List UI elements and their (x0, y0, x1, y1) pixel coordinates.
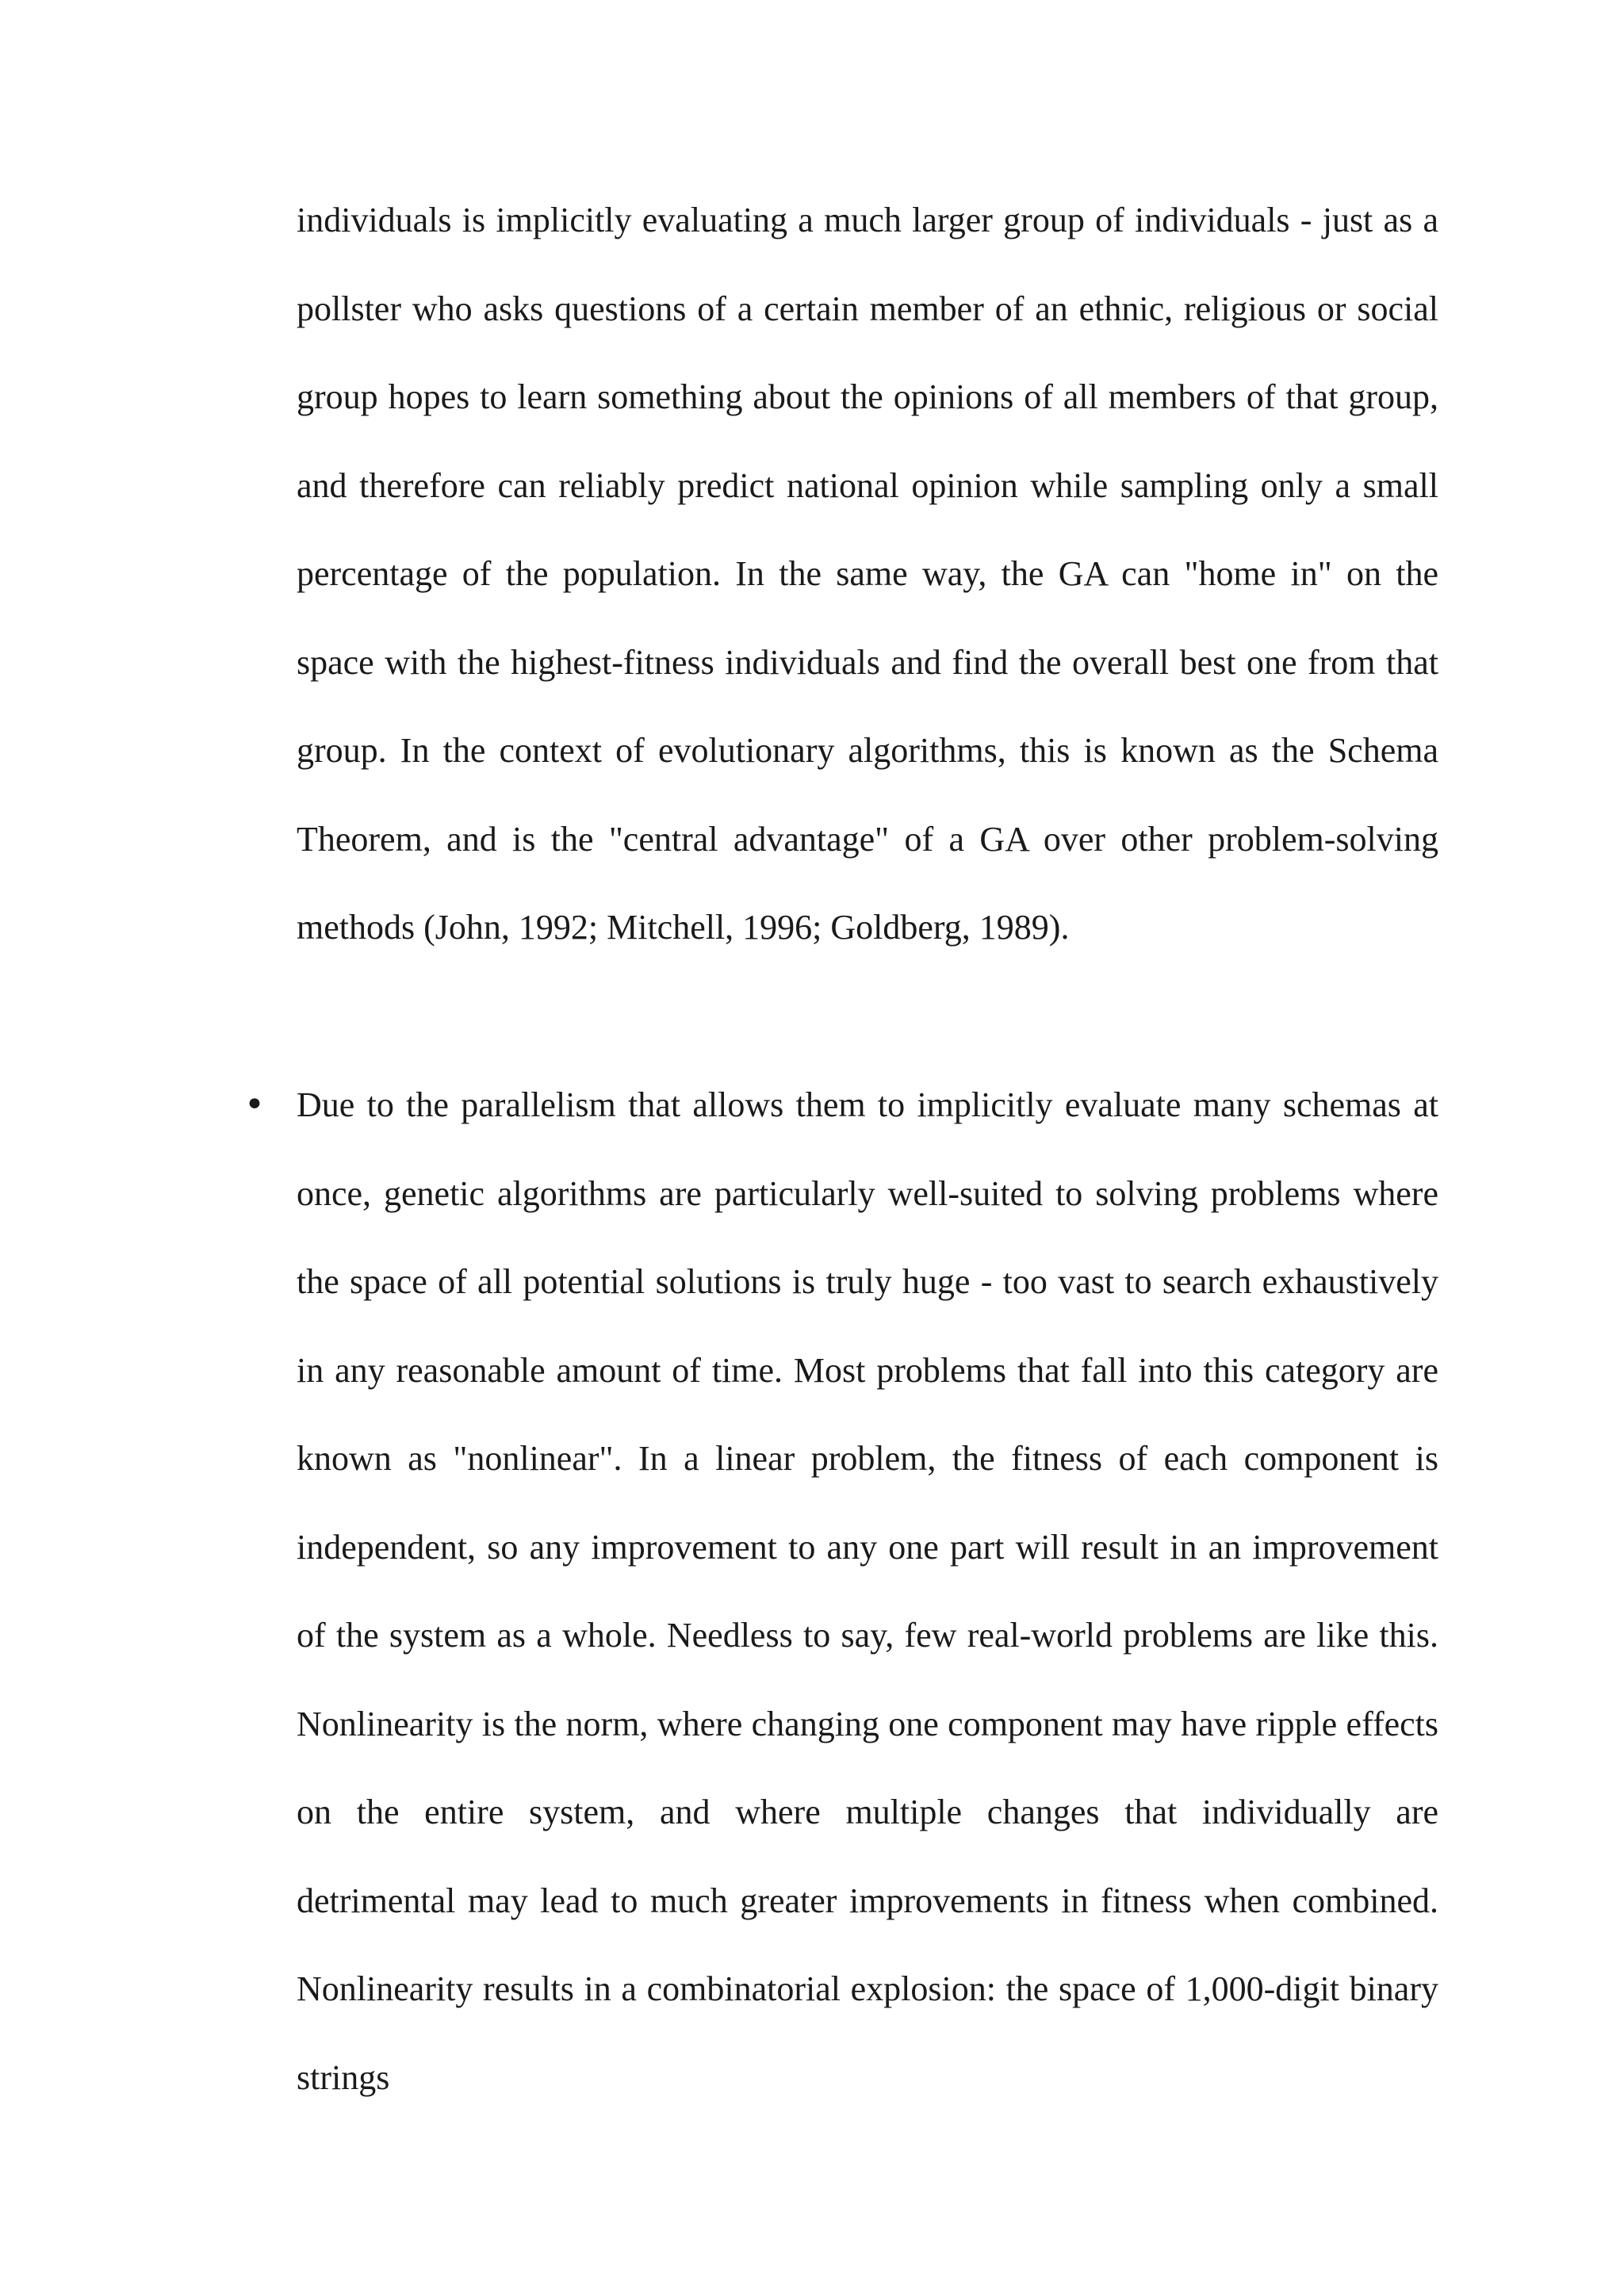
continuation-paragraph: individuals is implicitly evaluating a much larger group of individuals - just as a pollster who asks questions of a certain member of an ethnic, religious or social group hopes to learn something about the opinions of all members of that group, and therefore can reliably predict national opinion while sampling only a small percentage of the population. In the same way, the GA can "home in" on the space with the highest-fitness individuals and find the overall best one from that group. In the context of evolutionary algorithms, this is known as the Schema Theorem, and is the "central advantage" of a GA over other problem-solving methods (John, 1992; Mitchell, 1996; Goldberg, 1989). (297, 201, 1438, 947)
continuation-paragraph-block (297, 176, 1438, 972)
bullet-paragraph: Due to the parallelism that allows them to implicitly evaluate many schemas at once, genetic algorithms are particularly well-suited to solving problems where the space of all potential solutions is truly huge - too vast to search exhaustively in any reasonable amount of time. Most problems that fall into this category are known as "nonlinear". In a linear problem, the fitness of each component is independent, so any improvement to any one part will result in an improvement of the system as a whole. Needless to say, few real-world problems are like this. Nonlinearity is the norm, where changing one component may have ripple effects on the entire system, and where multiple changes that individually are detrimental may lead to much greater improvements in fitness when combined. Nonlinearity results in a combinatorial explosion: the space of 1,000-digit binary strings (297, 1085, 1438, 2097)
bullet-icon: • (244, 1085, 265, 1125)
bullet-list-item (297, 1061, 1438, 2122)
